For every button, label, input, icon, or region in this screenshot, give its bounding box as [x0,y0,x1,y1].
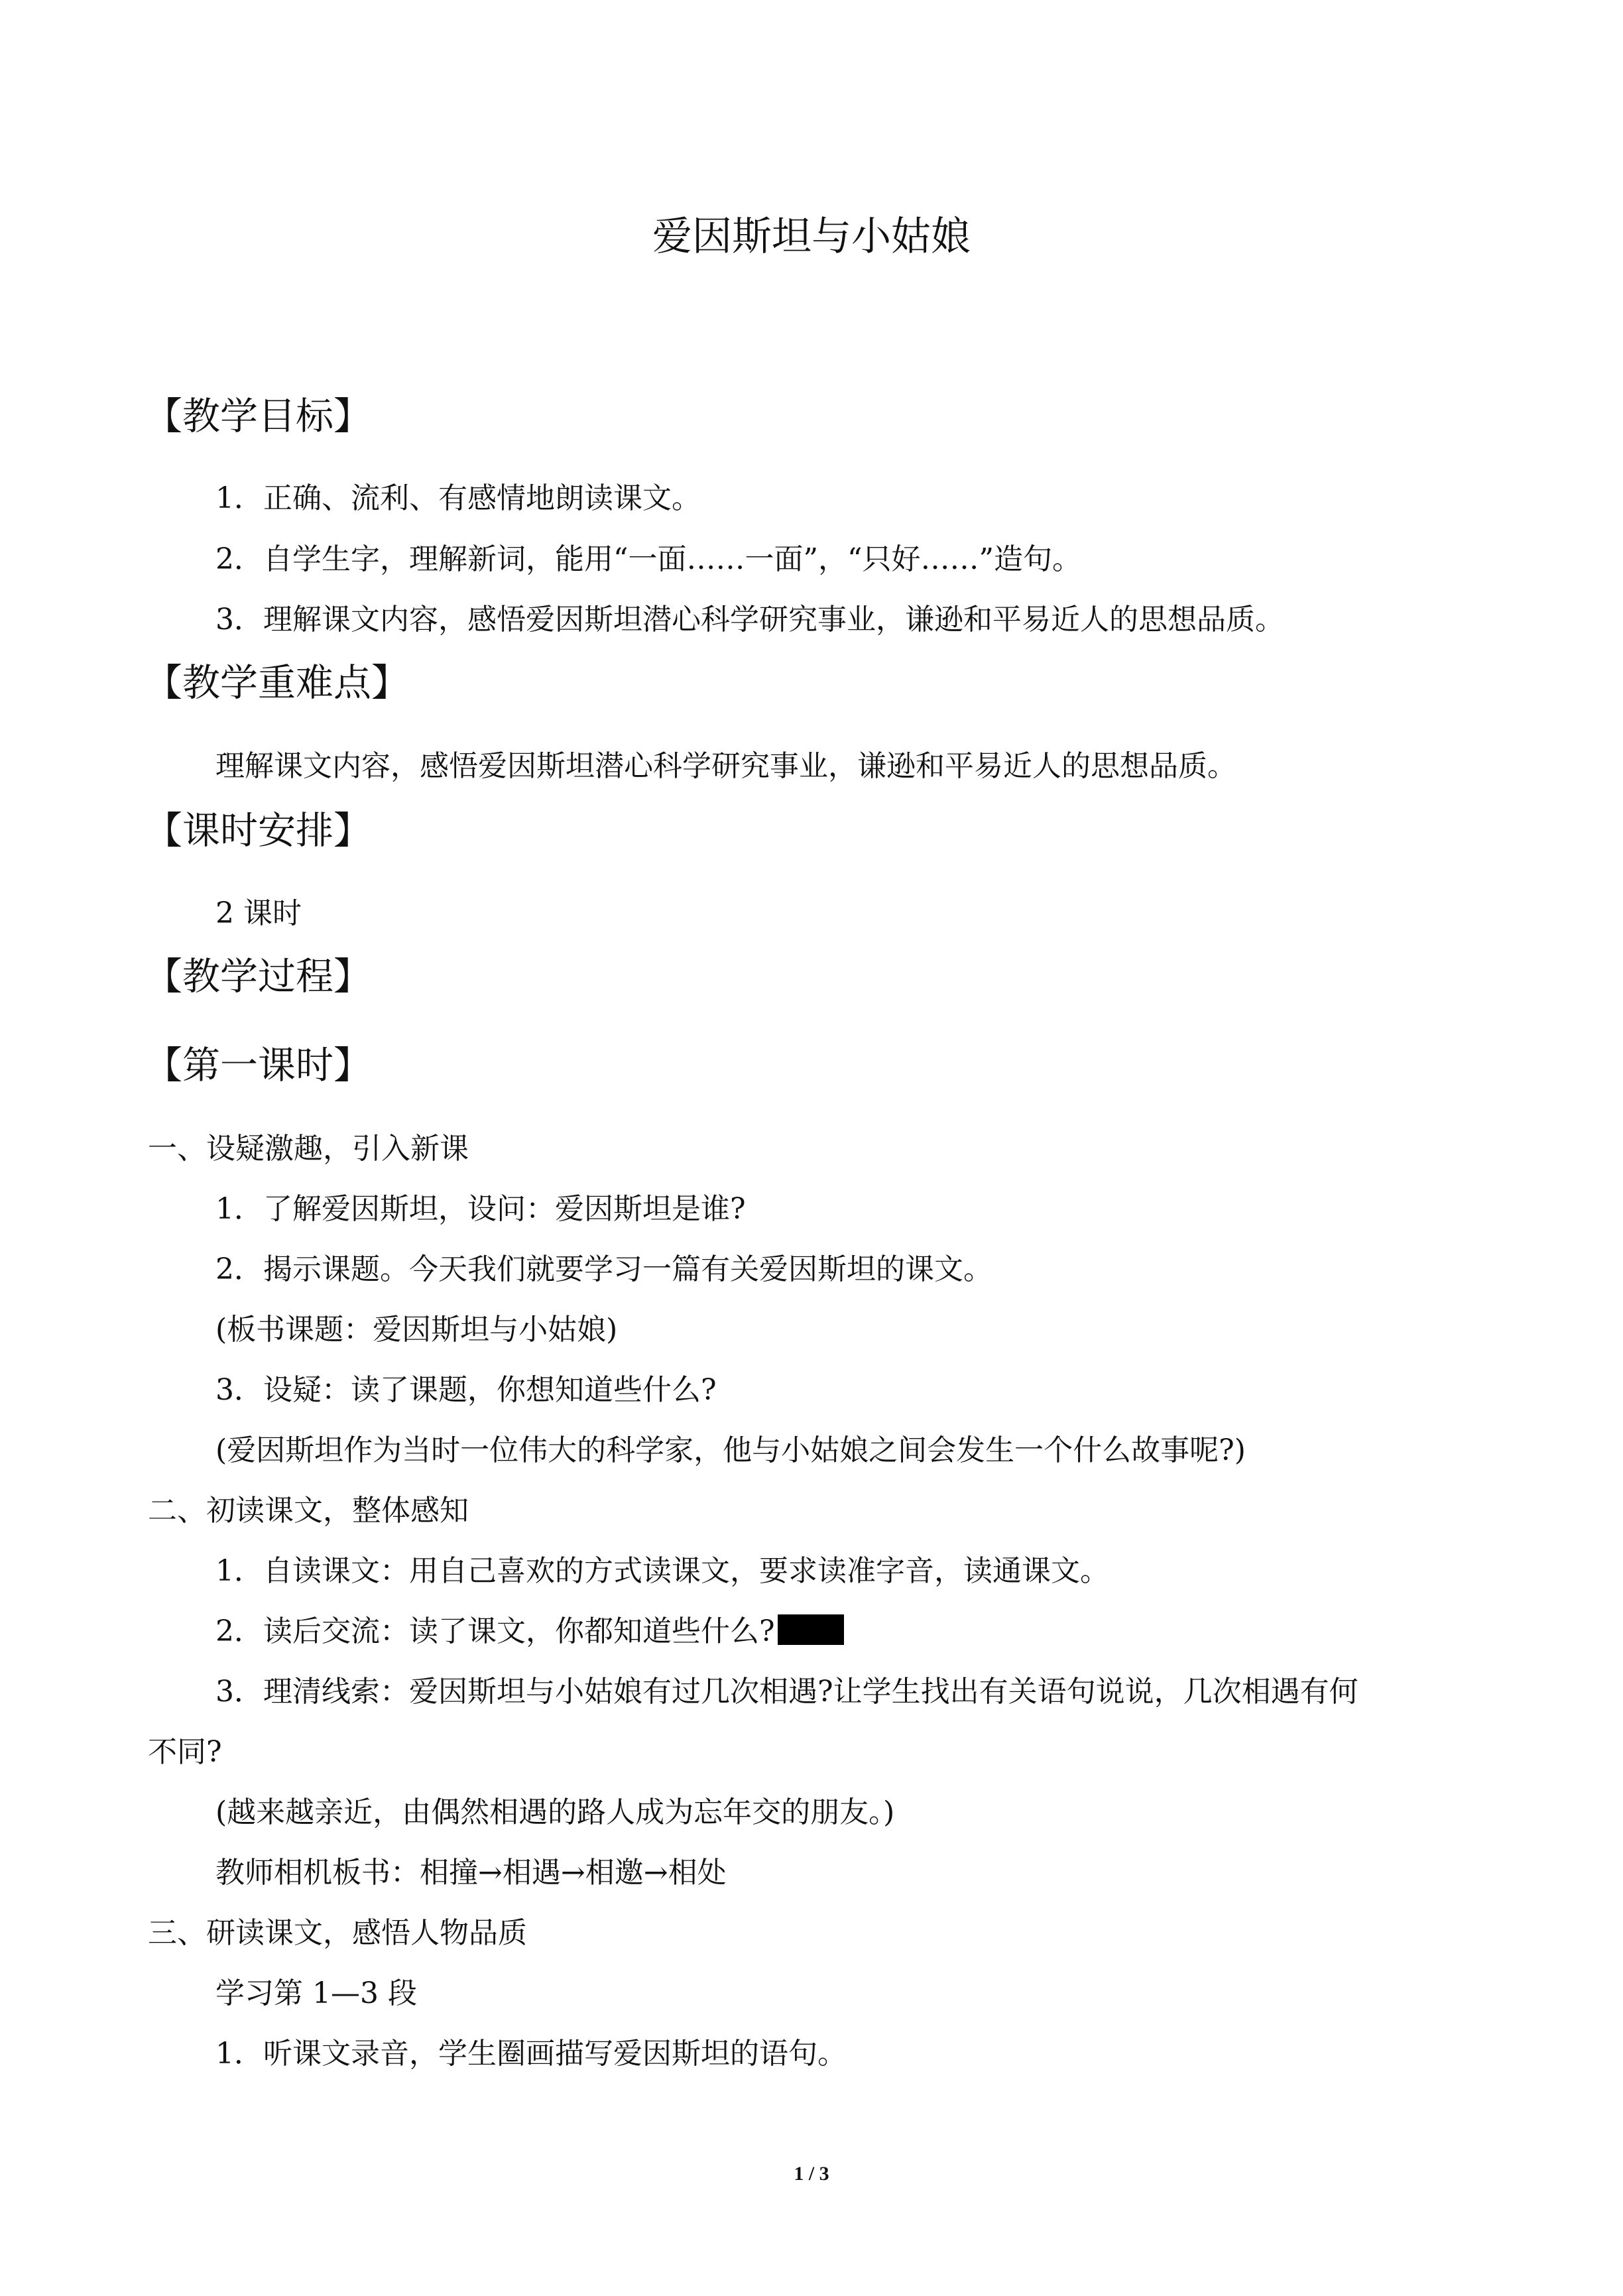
page-number: 1 / 3 [794,2163,829,2185]
key-points-text: 理解课文内容，感悟爱因斯坦潜心科学研究事业，谦逊和平易近人的思想品质。 [215,749,1236,783]
body-line-text: 2．读后交流：读了课文，你都知道些什么? [215,1614,775,1648]
body-line [215,1611,844,1652]
goal-item: 2．自学生字，理解新词，能用“一面……一面”，“只好……”造句。 [215,542,1081,576]
body-line: 教师相机板书：相撞→相遇→相邀→相处 [215,1856,727,1890]
body-line: (越来越亲近，由偶然相遇的路人成为忘年交的朋友。) [215,1795,895,1829]
body-line: 3．理清线索：爱因斯坦与小姑娘有过几次相遇?让学生找出有关语句说说，几次相遇有何 [215,1675,1358,1709]
body-line: (板书课题：爱因斯坦与小姑娘) [215,1313,618,1347]
section-heading-lesson1: 【第一课时】 [145,1044,371,1087]
part-title: 一、设疑激趣，引入新课 [148,1132,469,1166]
part-title: 二、初读课文，整体感知 [148,1494,469,1528]
body-line: 1．自读课文：用自己喜欢的方式读课文，要求读准字音，读通课文。 [215,1554,1109,1588]
body-line: 1．听课文录音，学生圈画描写爱因斯坦的语句。 [215,2037,847,2071]
redaction-block [778,1614,844,1645]
part-title: 三、研读课文，感悟人物品质 [148,1916,527,1950]
section-heading-schedule: 【课时安排】 [145,809,371,853]
section-heading-process: 【教学过程】 [145,955,371,998]
goal-item: 3．理解课文内容，感悟爱因斯坦潜心科学研究事业，谦逊和平易近人的思想品质。 [215,603,1284,636]
body-line: 不同? [148,1735,222,1769]
section-heading-goals: 【教学目标】 [145,394,371,438]
body-line: 2．揭示课题。今天我们就要学习一篇有关爱因斯坦的课文。 [215,1252,992,1286]
section-heading-key-points: 【教学重难点】 [145,661,409,705]
goal-item: 1．正确、流利、有感情地朗读课文。 [215,481,701,515]
body-line: 3．设疑：读了课题，你想知道些什么? [215,1373,717,1407]
body-line: (爱因斯坦作为当时一位伟大的科学家，他与小姑娘之间会发生一个什么故事呢?) [215,1433,1246,1467]
body-line: 学习第 1—3 段 [215,1976,417,2010]
schedule-text: 2 课时 [215,896,302,930]
body-line: 1．了解爱因斯坦，设问：爱因斯坦是谁? [215,1192,746,1226]
page-title: 爱因斯坦与小姑娘 [652,213,971,260]
